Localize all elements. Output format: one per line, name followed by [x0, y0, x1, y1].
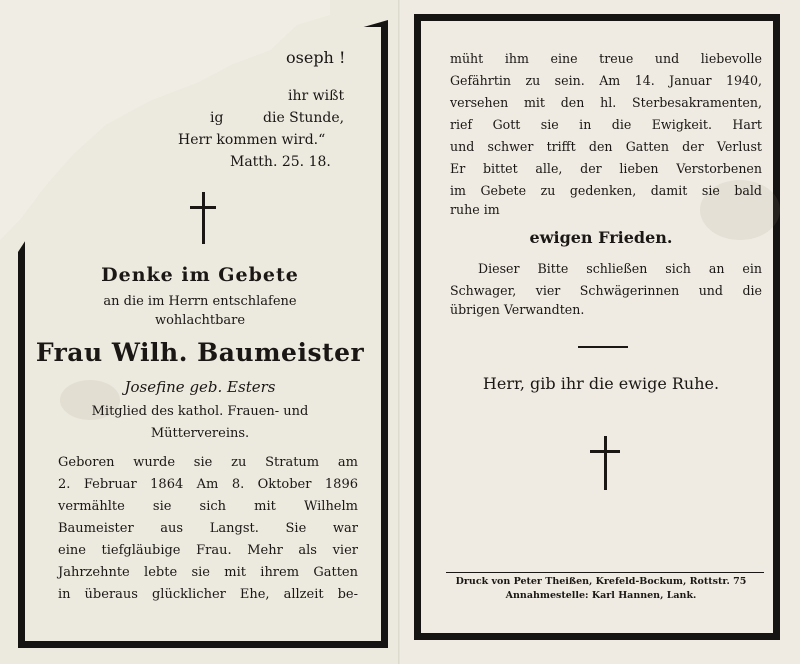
- printer-line-2: Annahmestelle: Karl Hannen, Lank.: [505, 590, 697, 601]
- membership-line-1: Mitglied des kathol. Frauen- und: [91, 404, 309, 419]
- quote-line-1: oseph !: [286, 48, 346, 67]
- maiden-name: Josefine geb. Esters: [124, 378, 276, 396]
- right-text-line-2: Gefährtin zu sein. Am 14. Januar 1940,: [450, 73, 762, 88]
- bitte-line-2: Schwager, vier Schwägerinnen und die: [450, 283, 762, 298]
- bio-line-4: Baumeister aus Langst. Sie war: [58, 521, 358, 536]
- bitte-line-1: Dieser Bitte schließen sich an ein: [478, 261, 762, 276]
- bitte-line-3: übrigen Verwandten.: [450, 302, 585, 317]
- right-text-line-8: ruhe im: [450, 202, 500, 217]
- right-text-line-5: und schwer trifft den Gatten der Verlust: [450, 139, 762, 154]
- quote-line-3a: ig: [210, 110, 224, 126]
- quote-reference: Matth. 25. 18.: [230, 154, 331, 170]
- prayer: Herr, gib ihr die ewige Ruhe.: [482, 374, 720, 393]
- right-text-line-1: müht ihm eine treue und liebevolle: [450, 51, 762, 66]
- footer-rule: [446, 572, 764, 573]
- bio-line-6: Jahrzehnte lebte sie mit ihrem Gatten: [58, 565, 358, 580]
- deceased-name: Frau Wilh. Baumeister: [35, 338, 365, 367]
- bio-line-2: 2. Februar 1864 Am 8. Oktober 1896: [58, 477, 358, 492]
- right-text-line-7: im Gebete zu gedenken, damit sie bald: [450, 183, 762, 198]
- cross-icon: [190, 192, 216, 244]
- bio-line-3: vermählte sie sich mit Wilhelm: [58, 499, 358, 514]
- quote-line-4: Herr kommen wird.“: [178, 132, 326, 148]
- right-text-line-3: versehen mit den hl. Sterbesakramenten,: [450, 95, 762, 110]
- bio-line-7: in überaus glücklicher Ehe, allzeit be-: [58, 587, 358, 602]
- cross-icon: [590, 436, 620, 490]
- bio-line-1: Geboren wurde sie zu Stratum am: [58, 455, 358, 470]
- bio-line-5: eine tiefgläubige Frau. Mehr als vier: [58, 543, 358, 558]
- membership-line-2: Müttervereins.: [150, 426, 250, 441]
- heading: Denke im Gebete: [101, 264, 299, 286]
- quote-line-3b: die Stunde,: [263, 110, 345, 126]
- intro-line-1: an die im Herrn entschlafene: [103, 294, 297, 309]
- right-text-line-6: Er bittet alle, der lieben Verstorbenen: [450, 161, 762, 176]
- divider: [578, 346, 628, 348]
- printer-line-1: Druck von Peter Theißen, Krefeld-Bockum, Rottstr. 75: [455, 576, 747, 587]
- intro-line-2: wohlachtbare: [154, 313, 246, 328]
- quote-line-2: ihr wißt: [288, 88, 345, 104]
- eternal-peace: ewigen Frieden.: [529, 228, 673, 247]
- right-text-line-4: rief Gott sie in die Ewigkeit. Hart: [450, 117, 762, 132]
